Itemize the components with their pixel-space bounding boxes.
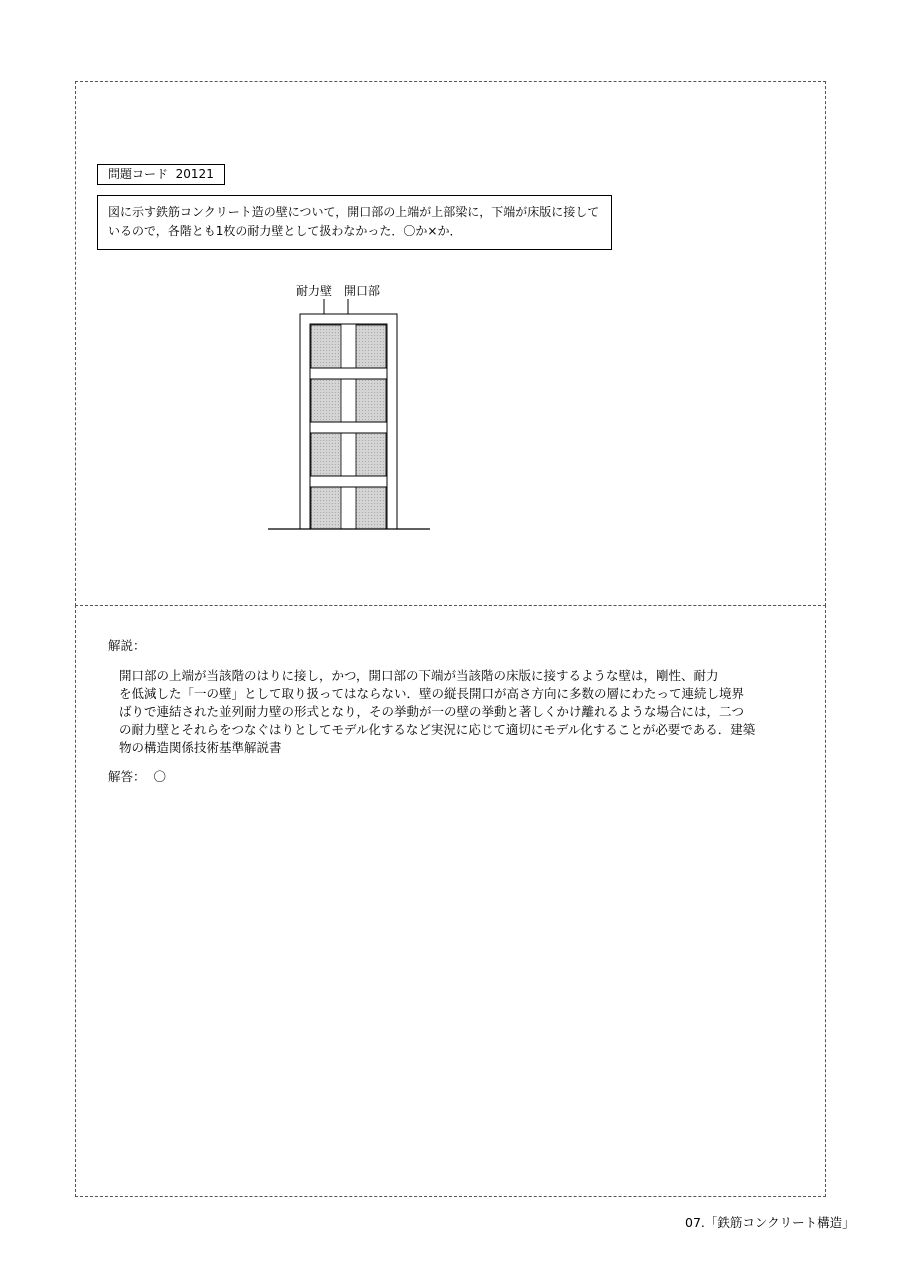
answer [108,767,166,785]
explanation-line: 物の構造関係技術基準解説書 [119,740,282,755]
question-code-box [97,164,225,185]
question-text-box [97,195,612,250]
explanation-line: ばりで連結された並列耐力壁の形式となり，その挙動が一の壁の挙動と著しくかけ離れるような場合には，二つ [119,704,745,719]
label-opening: 開口部 [344,284,381,298]
question-code-label: 問題コード [108,167,169,181]
wall-opening-figure [260,278,440,538]
page-footer: 07.「鉄筋コンクリート構造」 [685,1215,855,1230]
explanation-line: の耐力壁とそれらをつなぐはりとしてモデル化するなど実況に応じて適切にモデル化することが必要である．建築 [119,722,756,737]
question-line: いるので，各階とも1枚の耐力壁として扱わなかった．〇か×か． [108,224,462,238]
label-bearing-wall: 耐力壁 [296,284,333,298]
answer-value: 〇 [153,769,166,784]
question-frame [75,81,826,606]
question-code-value: 20121 [175,167,214,181]
explanation-line: を低減した「一の壁」として取り扱ってはならない．壁の縦長開口が高さ方向に多数の層にわたって連続し境界 [119,686,745,701]
explanation-body [119,667,755,757]
question-line: 図に示す鉄筋コンクリート造の壁について，開口部の上端が上部梁に，下端が床版に接して [108,205,600,219]
explanation-line: 開口部の上端が当該階のはりに接し，かつ，開口部の下端が当該階の床版に接するような壁は，剛性、耐力 [119,668,719,683]
answer-label: 解答： [108,769,146,784]
explanation-title: 解説： [108,638,146,653]
